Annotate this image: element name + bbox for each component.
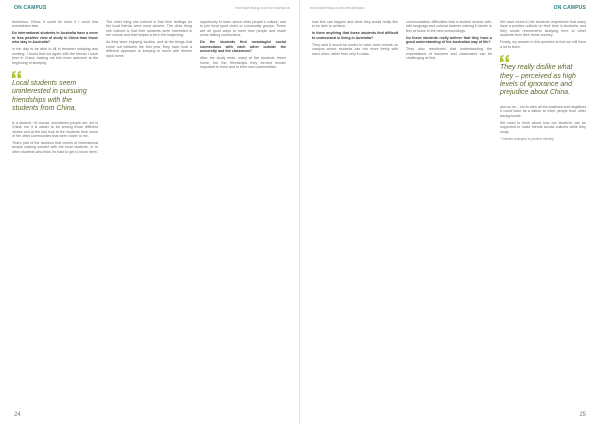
section-label: ON CAMPUS	[553, 5, 586, 11]
paragraph: The other thing she noticed is that their feelings for the local friends were more sincere. The other thing she noticed is that their students were interested in her culture and that helped a lot in the beginning.	[106, 20, 192, 38]
paragraph: We need to think about how our students can be supported to make friends across cultures while they study.	[500, 120, 586, 134]
page-number: 25	[579, 412, 586, 418]
paragraph: behaviour. China, it could be more if I could find somewhere else.	[12, 20, 98, 29]
header-url[interactable]: monashmag.com/oncampus	[310, 5, 365, 10]
paragraph: how this can happen and what they would really like to be able to achieve.	[312, 20, 398, 29]
article-column-1	[12, 20, 98, 157]
pull-quote	[12, 71, 98, 114]
right-page	[300, 0, 600, 424]
header-url[interactable]: monashmag.com/oncampus	[235, 5, 290, 10]
paragraph: opportunity to learn about other people's culture, and to join local sport clubs or community groups. These are all good ways to meet new people and make some lasting connections.	[200, 20, 286, 38]
paragraph: in her day to be able to fill in between studying and working. I found that out again with the friends I have here in China, making me feel more welcome at the beginning of studying.	[12, 47, 98, 65]
article-column-3	[200, 20, 286, 72]
page-header	[0, 5, 300, 15]
paragraph: Finally, my answer to this question is that we still have a lot to learn.	[500, 40, 586, 49]
section-label: ON CAMPUS	[14, 5, 47, 11]
page-number: 24	[14, 412, 21, 418]
article-column-2	[406, 20, 492, 63]
question-heading: Do international students in Australia have a more or less positive view of study in China than those who stay in Australia?	[12, 31, 98, 45]
question-heading: Is there anything that these students find difficult to understand in living in Australia?	[312, 31, 398, 40]
article-column-3	[500, 20, 586, 144]
article-column-2	[106, 20, 192, 61]
quote-mark-icon	[500, 55, 510, 62]
footnote: * Names changed to protect identity.	[500, 136, 555, 141]
paragraph: They also mentioned that understanding the expectations of teachers and classmates can be challenging at first.	[406, 47, 492, 61]
page-header	[300, 5, 600, 15]
paragraph: As they were enjoying studies, and at the things that come out between the first year, they each took a different approach to keeping in touch with friends back home.	[106, 40, 192, 58]
question-heading: Do these students really believe that they have a good understanding of the Australian way of life?	[406, 35, 492, 45]
pull-quote-text: Local students seem uninterested in pursuing friendships with the students from China.	[12, 80, 87, 113]
pull-quote	[500, 55, 586, 98]
paragraph: That's part of the decision that comes of international people making contact with the local students, or to other students who think it's hard to get to know them.	[12, 141, 98, 154]
paragraph: We have found in the students' experience that many have a positive outlook on their time in Australia, and they would recommend studying here to other students from their home country.	[500, 20, 586, 38]
paragraph: They said it would be useful to have more events on campus where students can mix more freely with each other, rather than only in class.	[312, 42, 398, 56]
paragraph: and so on – not to view all the positives and negatives it could have as a failure to meet people from other backgrounds.	[500, 104, 586, 118]
paragraph: After the study ends, many of the students return home, but the friendships they formed remain important to them and to their new communities.	[200, 56, 286, 70]
article-column-1	[312, 20, 398, 59]
paragraph: communication difficulties that a student arrives with, with language and cultural barriers making it harder to feel at home in the new surroundings.	[406, 20, 492, 33]
quote-mark-icon	[12, 71, 22, 78]
pull-quote-text: They really dislike what they – perceived as high levels of ignorance and prejudice about China.	[500, 64, 576, 97]
question-heading: Do the students find meaningful social connections with each other outside the university and the classroom?	[200, 40, 286, 54]
paragraph: is a student. Of course, sometimes people are not in China, but it is easier to be among those different stories and at the last look at the students from some of the other communities that were closer to me.	[12, 120, 98, 139]
